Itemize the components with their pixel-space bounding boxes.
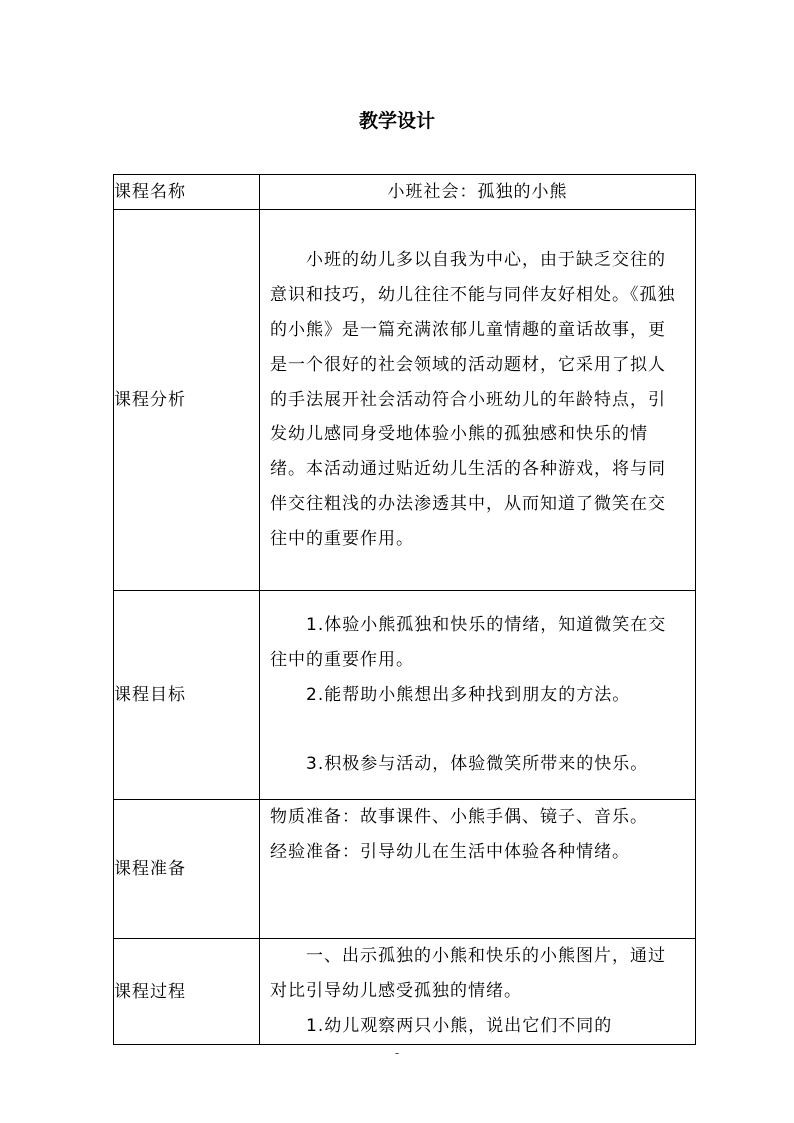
process-step-1: 一、出示孤独的小熊和快乐的小熊图片，通过对比引导幼儿感受孤独的情绪。 [270, 946, 666, 1001]
row-content-course-analysis [260, 210, 696, 591]
table-row-course-process [114, 939, 696, 1045]
row-label-course-analysis: 课程分析 [114, 210, 260, 591]
row-label-course-process: 课程过程 [114, 939, 260, 1045]
material-preparation-text: 物质准备：故事课件、小熊手偶、镜子、音乐。 [270, 807, 648, 827]
page-footer-mark: - [394, 1046, 400, 1060]
goal-item-2: 2.能帮助小熊想出多种找到朋友的方法。 [306, 685, 631, 705]
goal-item-1: 1.体验小熊孤独和快乐的情绪，知道微笑在交往中的重要作用。 [270, 615, 667, 671]
row-content-course-process [260, 939, 696, 1045]
experience-preparation-text: 经验准备：引导幼儿在生活中体验各种情绪。 [270, 841, 630, 862]
process-step-1-detail: 1.幼儿观察两只小熊，说出它们不同的 [306, 1015, 613, 1036]
row-content-course-name [260, 175, 696, 210]
lesson-plan-table [113, 174, 696, 1045]
row-label-course-preparation: 课程准备 [114, 800, 260, 939]
table-row-course-name [114, 175, 696, 210]
row-label-course-goals: 课程目标 [114, 591, 260, 800]
row-content-course-goals [260, 591, 696, 800]
table-row-course-preparation [114, 800, 696, 939]
course-analysis-text: 小班的幼儿多以自我为中心，由于缺乏交往的意识和技巧，幼儿往往不能与同伴友好相处。《孤独的小熊》是一篇充满浓郁儿童情趣的童话故事，更是一个很好的社会领域的活动题材，它采用了拟人的手法展开社会活动符合小班幼儿的年龄特点，引发幼儿感同身受地体验小熊的孤独感和快乐的情绪。本活动通过贴近幼儿生活的各种游戏，将与同伴交往粗浅的办法渗透其中，从而知道了微笑在交往中的重要作用。 [270, 250, 676, 549]
table-row-course-analysis [114, 210, 696, 591]
row-label-course-name: 课程名称 [114, 175, 260, 210]
goal-item-3: 3.积极参与活动，体验微笑所带来的快乐。 [306, 753, 649, 774]
course-name-text: 小班社会：孤独的小熊 [387, 182, 568, 202]
row-content-course-preparation [260, 800, 696, 939]
table-row-course-goals [114, 591, 696, 800]
page-title: 教学设计 [358, 110, 435, 132]
goal-spacer [260, 713, 695, 747]
